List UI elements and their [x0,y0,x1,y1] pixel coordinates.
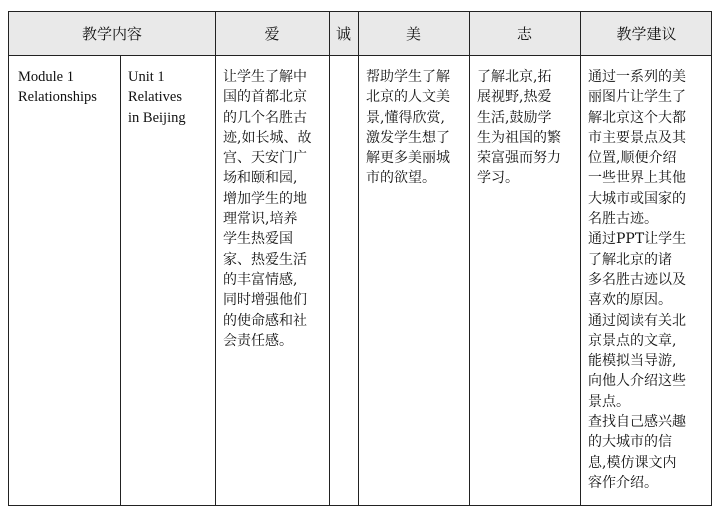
column-divider [215,12,216,505]
cell-love: 让学生了解中 国的首都北京 的几个名胜古 迹,如长城、故 宫、天安门广 场和颐和园, 增加学生的地 理常识,培养 学生热爱国 家、热爱生活 的丰富情感, 同时增强他们 的使命感和社 会责任感。 [223,69,312,349]
cell-teaching-suggestion: 通过一系列的美 丽图片让学生了 解北京这个大都 市主要景点及其 位置,顺便介绍 一些世界上其他 大城市或国家的 名胜古迹。 通过PPT让学生 了解北京的诸 多名胜古迹以及 喜欢的原因。 通过阅读有关北 京景点的文章, 能模拟当导游, 向他人介绍这些 景点。 查找自己感兴趣 的大城市的信 息,模仿课文内 容作介绍。 [588,69,687,491]
header-love: 爱 [264,25,280,43]
column-divider [580,12,581,505]
lesson-plan-table [8,11,712,506]
header-teaching-suggestion: 教学建议 [616,25,677,43]
cell-beauty: 帮助学生了解 北京的人文美 景,懂得欣赏, 激发学生想了 解更多美丽城 市的欲望。 [366,69,450,187]
column-divider [469,12,470,505]
header-beauty: 美 [405,25,421,43]
column-divider [329,12,330,505]
header-ambition: 志 [516,25,532,43]
cell-unit: Unit 1 Relatives in Beijing [128,69,186,126]
header-teaching-content: 教学内容 [81,25,142,43]
cell-ambition: 了解北京,拓 展视野,热爱 生活,鼓励学 生为祖国的繁 荣富强而努力 学习。 [477,69,561,187]
column-divider [358,12,359,505]
cell-module: Module 1 Relationships [18,69,97,106]
column-divider [120,55,121,505]
header-honesty: 诚 [335,25,351,43]
